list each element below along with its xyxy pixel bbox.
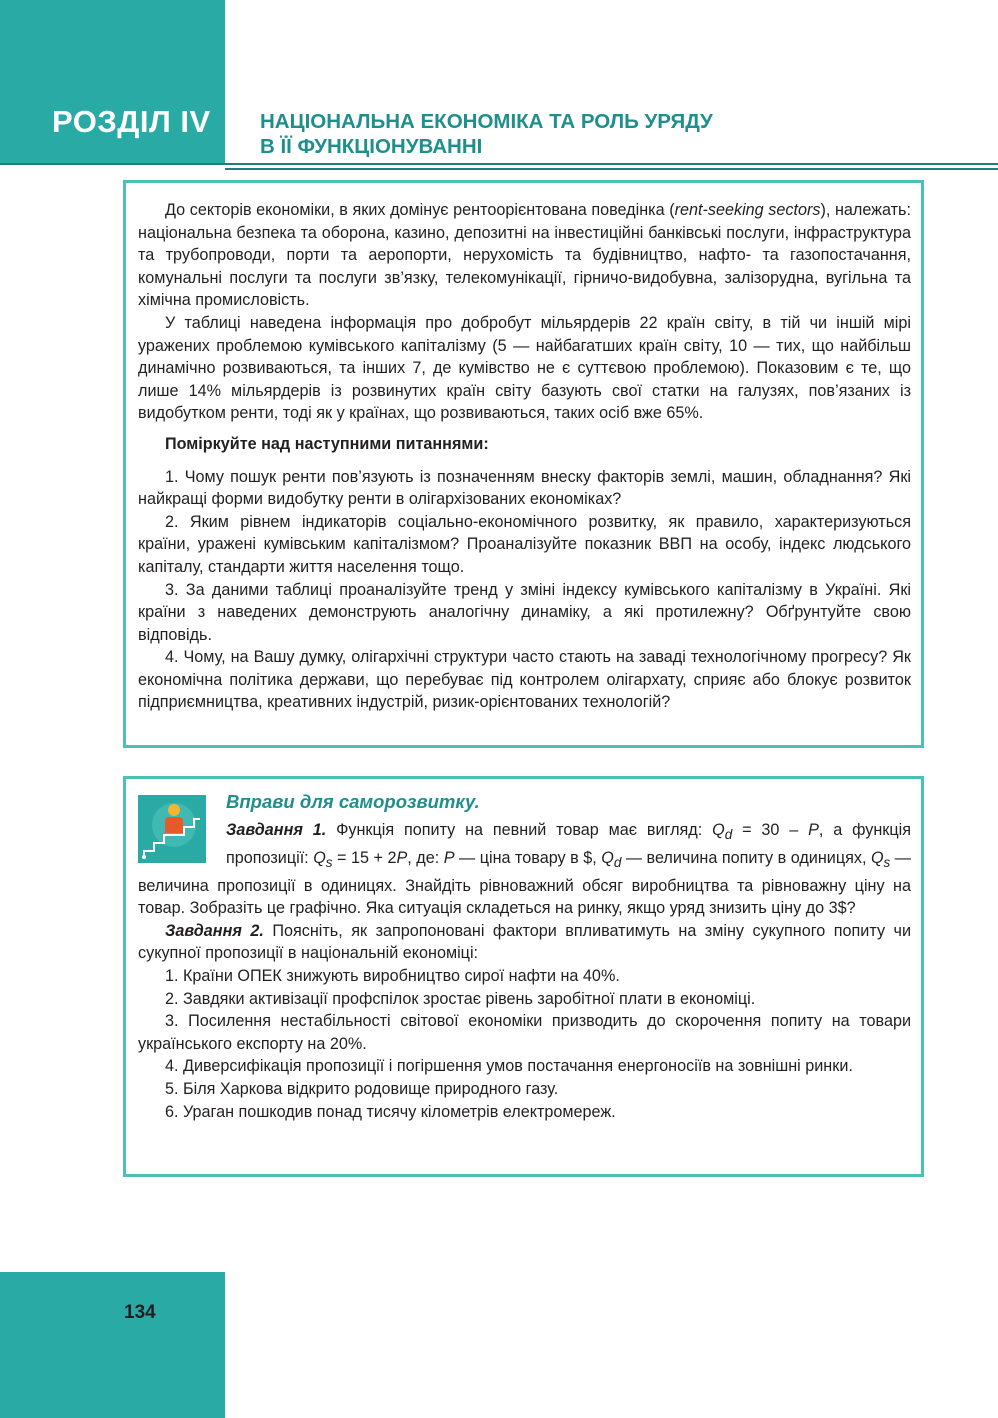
- list-item: 5. Біля Харкова відкрито родовище природного газу.: [165, 1080, 559, 1098]
- rent-seeking-box: [123, 180, 924, 748]
- questions-heading: Поміркуйте над наступними питаннями:: [165, 434, 489, 453]
- section-banner: [0, 0, 225, 163]
- chapter-title-line2: В ЇЇ ФУНКЦІОНУВАННІ: [260, 135, 483, 158]
- task-1-label: Завдання 1.: [226, 821, 327, 839]
- exercise-title: Вправи для саморозвитку.: [226, 791, 480, 812]
- header-rule-secondary: [225, 168, 998, 170]
- rent-seeking-term: rent-seeking sectors: [674, 201, 821, 219]
- question-1: 1. Чому пошук ренти пов’язують із позначенням внеску факторів землі, машин, обладнання? Які найкращі форми видобутку ренти в олігархізованих економіках?: [138, 467, 911, 509]
- task-1: Завдання 1. Функція попиту на певний товар має вигляд: $Q_d = 30 - P$, а функція пропозиції: $Q_s = 15 + 2P$, де: P — ціна товару в $, $Q_d$ — величина попиту в одиницях, $Q_s$ — величина пропозиції в одиницях. Знайдіть рівноважний обсяг виробництва та рівноважну ціну на товар. Зобразіть це графічно. Яка ситуація складеться на ринку, якщо уряд знизить ціну до 3$?: [138, 821, 911, 918]
- chapter-title: [260, 109, 880, 159]
- footer-banner: [0, 1272, 225, 1418]
- chapter-title-line1: НАЦІОНАЛЬНА ЕКОНОМІКА ТА РОЛЬ УРЯДУ: [260, 110, 713, 133]
- question-3: 3. За даними таблиці проаналізуйте тренд у зміні індексу кумівського капіталізму в Україні. Які країни з наведених демонструють аналогічну динаміку, а які протилежну? Обґрунтуйте свою відповідь.: [138, 580, 911, 644]
- task-2: Завдання 2. Поясніть, як запропоновані фактори впливатимуть на зміну сукупного попиту чи сукупної пропозиції в національній економіці:: [138, 921, 911, 963]
- self-development-box: [123, 776, 924, 1177]
- career-stairs-icon: [138, 795, 206, 863]
- list-item: 3. Посилення нестабільності світової економіки призводить до скорочення попиту на товари українського експорту на 20%.: [138, 1012, 911, 1053]
- list-item: 4. Диверсифікація пропозиції і погіршення умов постачання енергоносіїв на зовнішні ринки.: [165, 1057, 853, 1076]
- question-2: 2. Яким рівнем індикаторів соціально-економічного розвитку, як правило, характеризуються країни, уражені кумівським капіталізмом? Проаналізуйте показник ВВП на особу, індекс людського капіталу, стандарти життя населення тощо.: [138, 512, 911, 576]
- section-label: РОЗДІЛ IV: [52, 104, 211, 139]
- paragraph-sectors: До секторів економіки, в яких домінує рентоорієнтована поведінка (rent-seeking sectors), належать: національна безпека та оборона, казино, депозитні на інвестиційні банківські послуги, інфраструктура та трубопроводи, порти та аеропорти, нерухомість та будівництво, нафто- та газопостачання, комунальні послуги та послуги зв’язку, телекомунікації, гірничо-видобувна, залізорудна, вугільна та хімічна промисловість.: [138, 201, 911, 310]
- header-rule: [0, 163, 998, 165]
- task-2-block: [138, 920, 911, 1123]
- paragraph-billionaires: У таблиці наведена інформація про добробут мільярдерів 22 країн світу, в тій чи іншій мірі уражених проблемою кумівського капіталізму (5 — найбагатших країн світу, 10 — тих, що найбільш динамічно розвиваються, та інших 7, де кумівство не є суттєвою проблемою). Показовим є те, що лише 14% мільярдерів із розвинутих країн світу базують свої статки на галузях, пов’язаних із видобутком ренти, тоді як у країнах, що розвиваються, таких осіб вже 65%.: [138, 313, 911, 423]
- task-2-label: Завдання 2.: [165, 921, 264, 940]
- list-item: 6. Ураган пошкодив понад тисячу кілометрів електромереж.: [165, 1102, 616, 1121]
- page-number: 134: [124, 1302, 156, 1323]
- list-item: 2. Завдяки активізації профспілок зростає рівень заробітної плати в економіці.: [165, 989, 756, 1008]
- list-item: 1. Країни ОПЕК знижують виробництво сирої нафти на 40%.: [165, 967, 620, 986]
- question-4: 4. Чому, на Вашу думку, олігархічні структури часто стають на заваді технологічному прогресу? Як економічна політика держави, що перебуває під контролем олігархату, сприяє або блокує розвиток підприємництва, креативних індустрій, ризик-орієнтованих технологій?: [138, 648, 911, 712]
